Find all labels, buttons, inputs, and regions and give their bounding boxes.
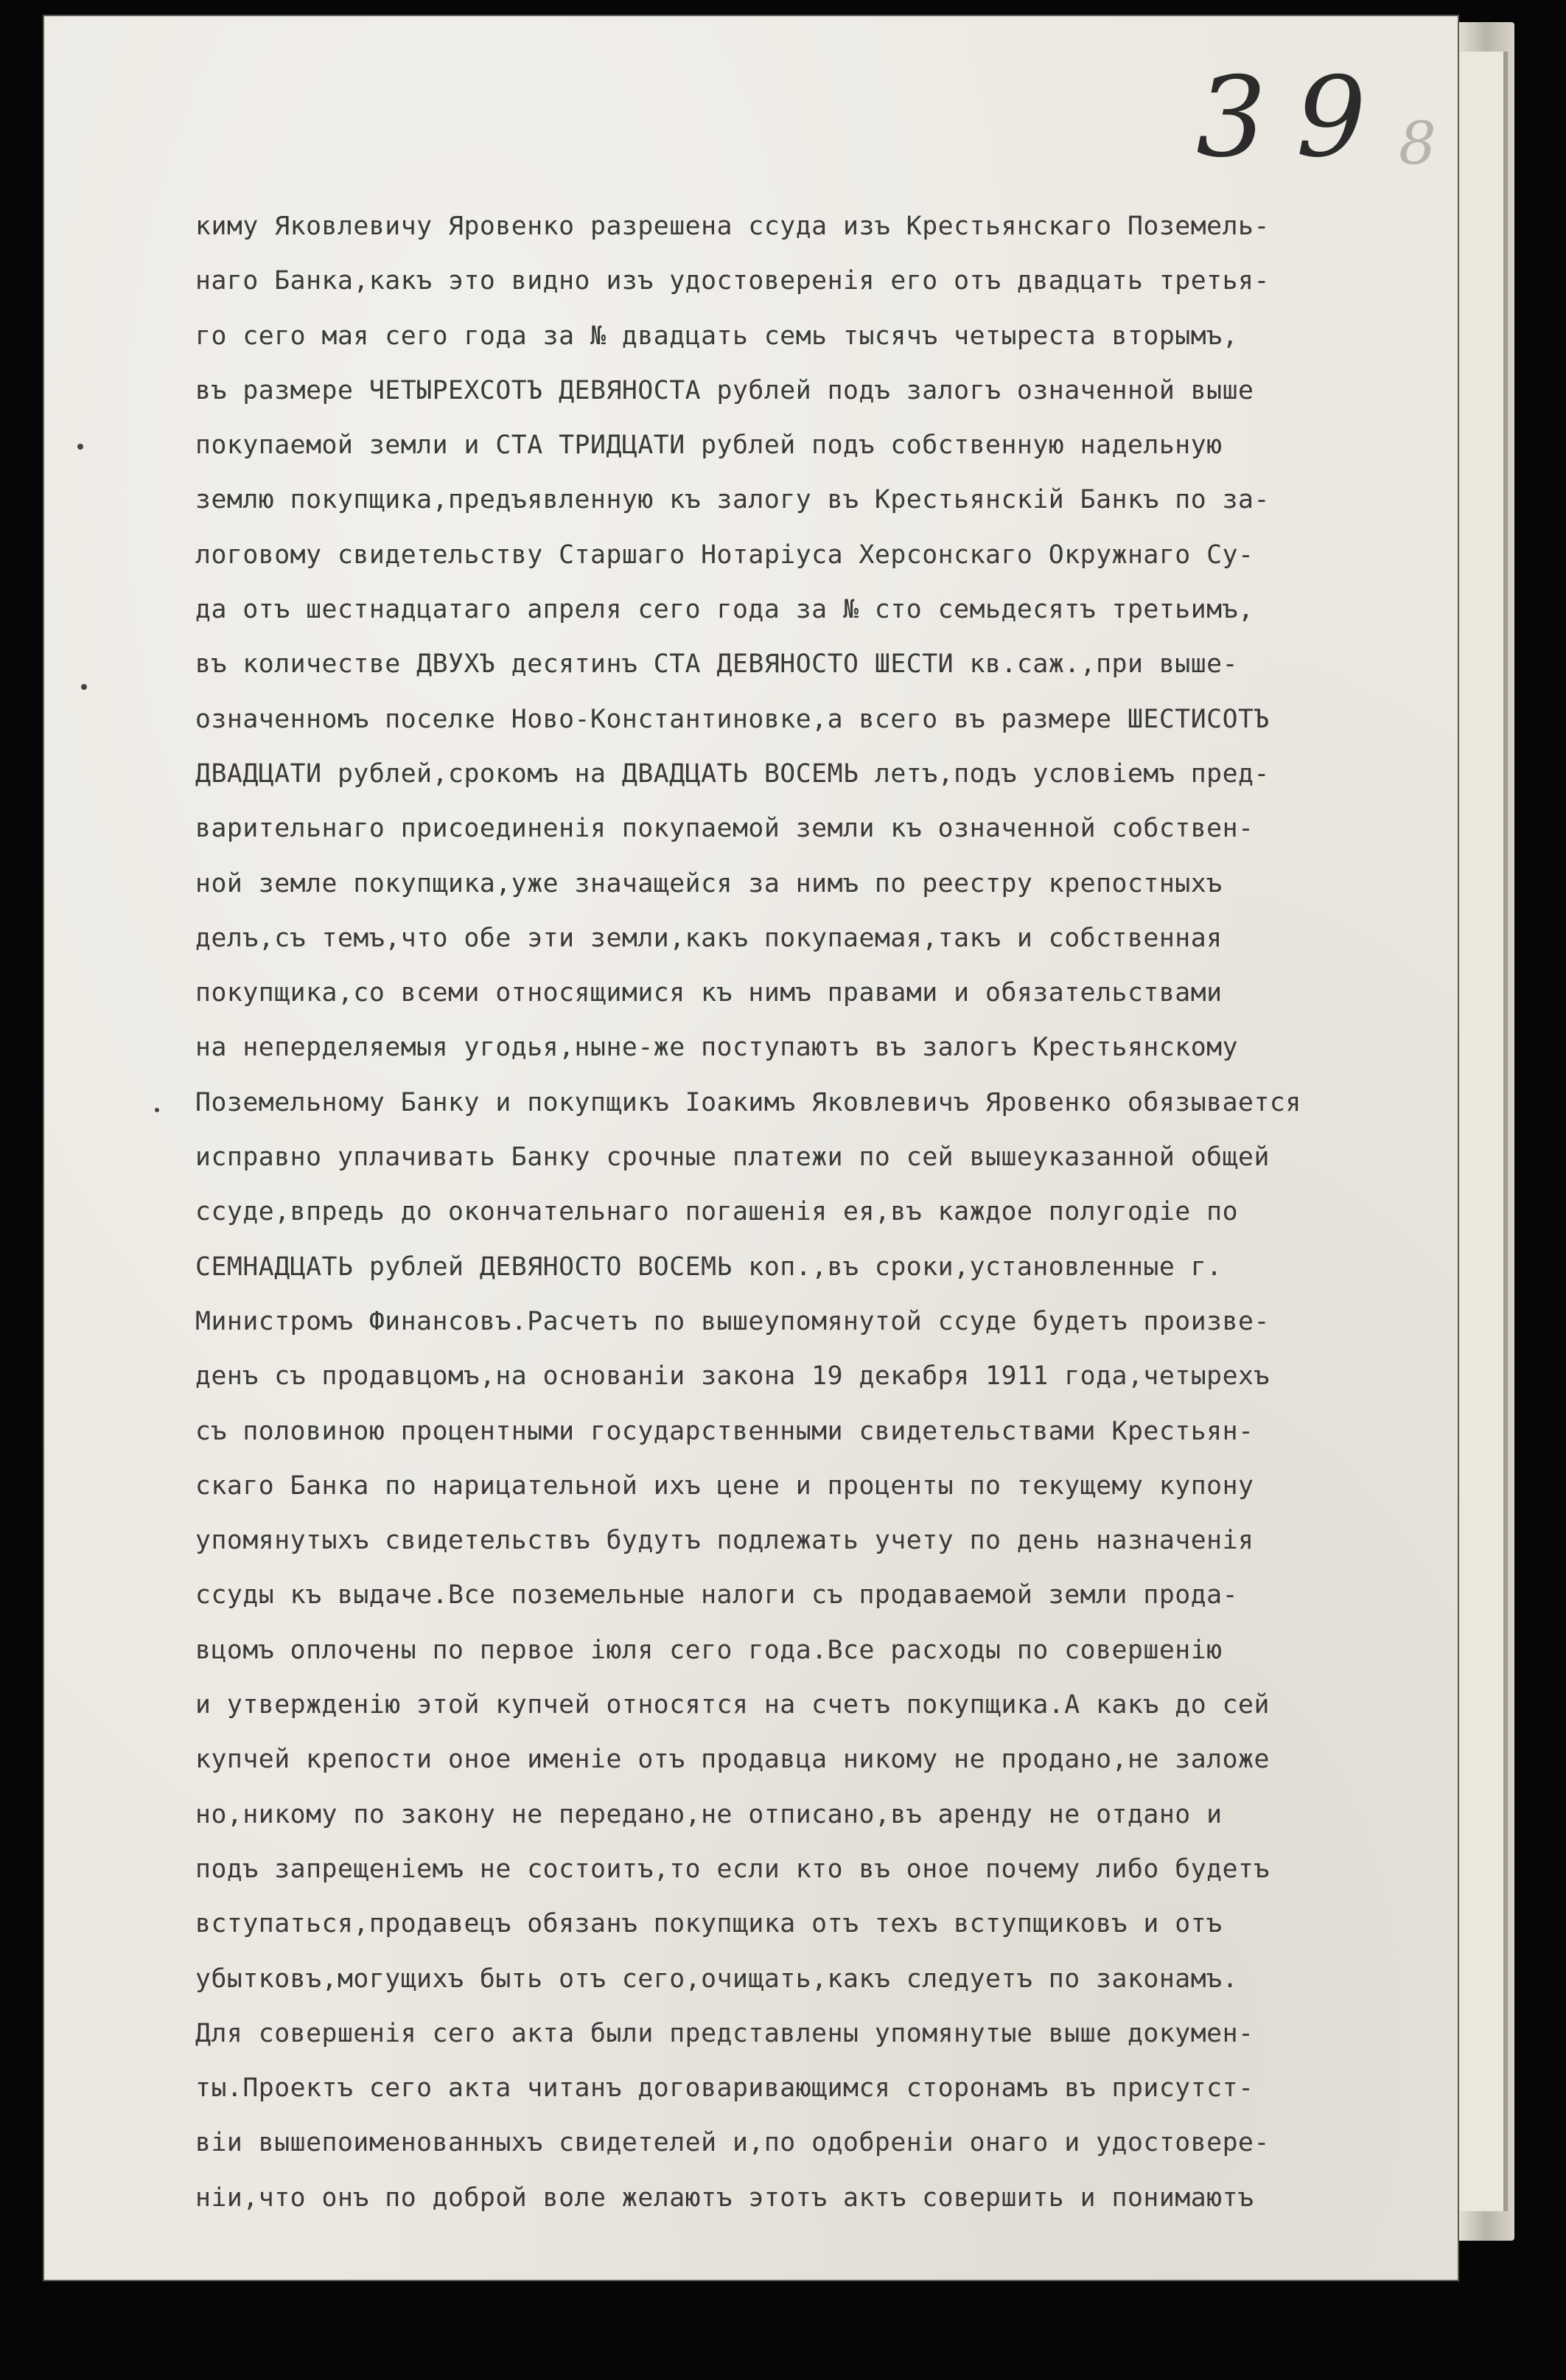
text-line: варительнаго присоединенія покупаемой земли къ означенной собствен- [195,814,1254,844]
text-line: покупщика,со всеми относящимися къ нимъ правами и обязательствами [195,978,1223,1008]
text-line: ссуде,впредь до окончательнаго погашенія ея,въ каждое полугодіе по [195,1197,1239,1227]
text-line: Министромъ Финансовъ.Расчетъ по вышеупомянутой ссуде будетъ произве- [195,1306,1270,1336]
text-line: СЕМНАДЦАТЬ рублей ДЕВЯНОСТО ВОСЕМЬ коп.,въ сроки,установленные г. [195,1252,1223,1282]
text-line: віи вышепоименованныхъ свидетелей и,по одобреніи онаго и удостовере- [195,2128,1270,2158]
text-line: упомянутыхъ свидетельствъ будутъ подлежать учету по день назначенія [195,1526,1254,1556]
margin-ink-mark [155,1108,159,1112]
text-line: да отъ шестнадцатаго апреля сего года за № сто семьдесятъ третьимъ, [195,595,1254,625]
margin-ink-mark [77,444,83,450]
text-line: купчей крепости оное именіе отъ продавца никому не продано,не заложе [195,1745,1270,1775]
text-line: подъ запрещеніемъ не состоитъ,то если кто въ оное почему либо будетъ [195,1854,1270,1884]
text-line: делъ,съ темъ,что обе эти земли,какъ покупаемая,такъ и собственная [195,923,1223,953]
text-line: покупаемой земли и СТА ТРИДЦАТИ рублей подъ собственную надельную [195,430,1223,461]
text-line: наго Банка,какъ это видно изъ удостоверенія его отъ двадцать третья- [195,266,1270,296]
text-line: Поземельному Банку и покупщикъ Іоакимъ Яковлевичъ Яровенко обязывается [195,1087,1301,1117]
text-line: землю покупщика,предъявленную къ залогу въ Крестьянскій Банкъ по за- [195,485,1270,515]
text-line: означенномъ поселке Ново-Константиновке,а всего въ размере ШЕСТИСОТЪ [195,704,1270,734]
text-line: убытковъ,могущихъ быть отъ сего,очищать,какъ следуетъ по законамъ. [195,1964,1239,1994]
handwritten-page-number: 39 [1196,54,1396,182]
text-line: ной земле покупщика,уже значащейся за нимъ по реестру крепостныхъ [195,868,1223,898]
text-line: киму Яковлевичу Яровенко разрешена ссуда изъ Крестьянскаго Поземель- [195,212,1270,241]
text-line: логовому свидетельству Старшаго Нотаріуса Херсонскаго Окружнаго Су- [195,540,1254,570]
text-line: ссуды къ выдаче.Все поземельные налоги съ продаваемой земли прода- [195,1580,1239,1610]
faded-page-number: 8 [1399,109,1436,178]
text-line: ДВАДЦАТИ рублей,срокомъ на ДВАДЦАТЬ ВОСЕМЬ летъ,подъ условіемъ пред- [195,758,1270,789]
text-line: на неперделяемыя угодья,ныне-же поступаютъ въ залогъ Крестьянскому [195,1033,1239,1063]
text-line: вцомъ оплочены по первое іюля сего года.Все расходы по совершенію [195,1635,1223,1665]
text-line: Для совершенія сего акта были представлены упомянутые выше докумен- [195,2018,1254,2048]
text-line: ты.Проектъ сего акта читанъ договаривающимся сторонамъ въ присутст- [195,2073,1254,2104]
text-line: но,никому по закону не передано,не отписано,въ аренду не отдано и [195,1799,1223,1829]
text-line: скаго Банка по нарицательной ихъ цене и проценты по текущему купону [195,1470,1254,1501]
text-line: вступаться,продавецъ обязанъ покупщика отъ техъ вступщиковъ и отъ [195,1909,1223,1939]
margin-ink-mark [81,684,87,690]
text-line: съ половиною процентными государственными свидетельствами Крестьян- [195,1416,1254,1446]
text-line: въ количестве ДВУХЪ десятинъ СТА ДЕВЯНОСТО ШЕСТИ кв.саж.,при выше- [195,649,1239,680]
text-line: денъ съ продавцомъ,на основаніи закона 19 декабря 1911 года,четырехъ [195,1361,1270,1392]
text-line: ніи,что онъ по доброй воле желаютъ этотъ актъ совершить и понимаютъ [195,2182,1254,2213]
typewritten-text-body [195,199,1448,2225]
text-line: и утвержденію этой купчей относятся на счетъ покупщика.А какъ до сей [195,1690,1270,1720]
text-line: исправно уплачивать Банку срочные платежи по сей вышеуказанной общей [195,1142,1270,1173]
text-line: въ размере ЧЕТЫРЕХСОТЪ ДЕВЯНОСТА рублей подъ залогъ означенной выше [195,375,1254,405]
text-line: го сего мая сего года за № двадцать семь тысячъ четыреста вторымъ, [195,321,1239,351]
